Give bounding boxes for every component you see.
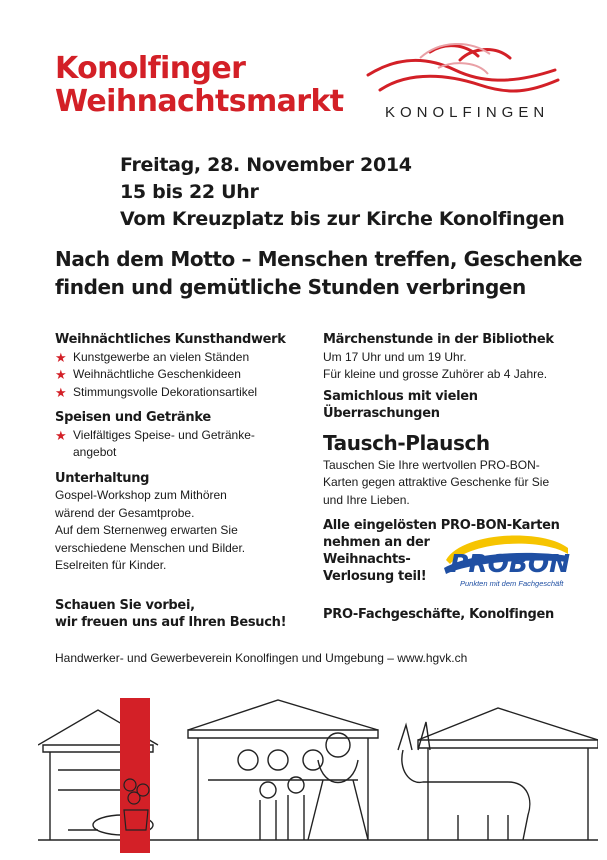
motto xyxy=(55,245,595,301)
speisen-list xyxy=(55,427,310,462)
maerchen-heading: Märchenstunde in der Bibliothek xyxy=(323,332,554,347)
event-time: 15 bis 22 Uhr xyxy=(120,181,259,203)
star-icon: ★ xyxy=(55,427,67,443)
verlosung-line: nehmen an der xyxy=(323,535,430,550)
star-icon: ★ xyxy=(55,384,67,400)
pro-fachgeschaefte: PRO-Fachgeschäfte, Konolfingen xyxy=(323,607,554,622)
probon-word: PROBON xyxy=(450,549,571,578)
probon-logo-icon xyxy=(442,530,572,590)
verlosung-line: Weihnachts- xyxy=(323,552,411,567)
motto-line-2: finden und gemütliche Stunden verbringen xyxy=(55,275,526,299)
unterhaltung-heading: Unterhaltung xyxy=(55,470,150,486)
event-date: Freitag, 28. November 2014 xyxy=(120,154,412,176)
motto-line-1: Nach dem Motto – Menschen treffen, Geschenke xyxy=(55,247,583,271)
unterhaltung-line: Auf dem Sternenweg erwarten Sie xyxy=(55,523,238,537)
market-scene-illustration xyxy=(38,690,598,855)
list-item: ★ Vielfältiges Speise- und Getränke- angebot xyxy=(55,427,255,459)
title-line-1: Konolfinger xyxy=(55,51,246,86)
tausch-line: Tauschen Sie Ihre wertvollen PRO-BON- xyxy=(323,457,540,472)
star-icon: ★ xyxy=(55,367,67,382)
title-line-2: Weihnachtsmarkt xyxy=(55,84,344,119)
event-place: Vom Kreuzplatz bis zur Kirche Konolfingen xyxy=(120,208,565,230)
unterhaltung-line: verschiedene Menschen und Bilder. xyxy=(55,540,246,555)
logo-wordmark: KONOLFINGEN xyxy=(385,104,550,121)
unterhaltung-line: wärend der Gesamtprobe. xyxy=(55,505,195,520)
closing-line-1: Schauen Sie vorbei, xyxy=(55,597,195,613)
samichlous-line: Samichlous mit vielen Überraschungen xyxy=(323,388,478,421)
maerchen-line: Für kleine und grosse Zuhörer ab 4 Jahre. xyxy=(323,367,548,381)
unterhaltung-line: Gospel-Workshop zum Mithören xyxy=(55,488,227,502)
probon-tagline: Punkten mit dem Fachgeschäft xyxy=(460,579,564,588)
kunst-list xyxy=(55,349,310,402)
left-column xyxy=(55,331,310,631)
verlosung-line: Alle eingelösten PRO-BON-Karten xyxy=(323,518,560,533)
footer-text: Handwerker- und Gewerbeverein Konolfingen und Umgebung – www.hgvk.ch xyxy=(55,651,468,665)
tausch-line: und Ihre Lieben. xyxy=(323,492,410,507)
unterhaltung-line: Eselreiten für Kinder. xyxy=(55,558,167,572)
tausch-heading: Tausch-Plausch xyxy=(323,430,490,455)
list-item: ★ Weihnächtliche Geschenkideen xyxy=(55,367,241,382)
verlosung-line: Verlosung teil! xyxy=(323,569,427,584)
speisen-heading: Speisen und Getränke xyxy=(55,410,211,425)
list-item: ★ Stimmungsvolle Dekorationsartikel xyxy=(55,384,258,400)
kunst-heading: Weihnächtliches Kunsthandwerk xyxy=(55,332,286,347)
event-details xyxy=(120,152,564,233)
maerchen-line: Um 17 Uhr und um 19 Uhr. xyxy=(323,349,467,364)
list-item: ★ Kunstgewerbe an vielen Ständen xyxy=(55,349,250,365)
closing-line-2: wir freuen uns auf Ihren Besuch! xyxy=(55,614,287,630)
tausch-line: Karten gegen attraktive Geschenke für Sie xyxy=(323,475,550,489)
star-icon: ★ xyxy=(55,349,67,365)
event-title xyxy=(55,52,344,118)
